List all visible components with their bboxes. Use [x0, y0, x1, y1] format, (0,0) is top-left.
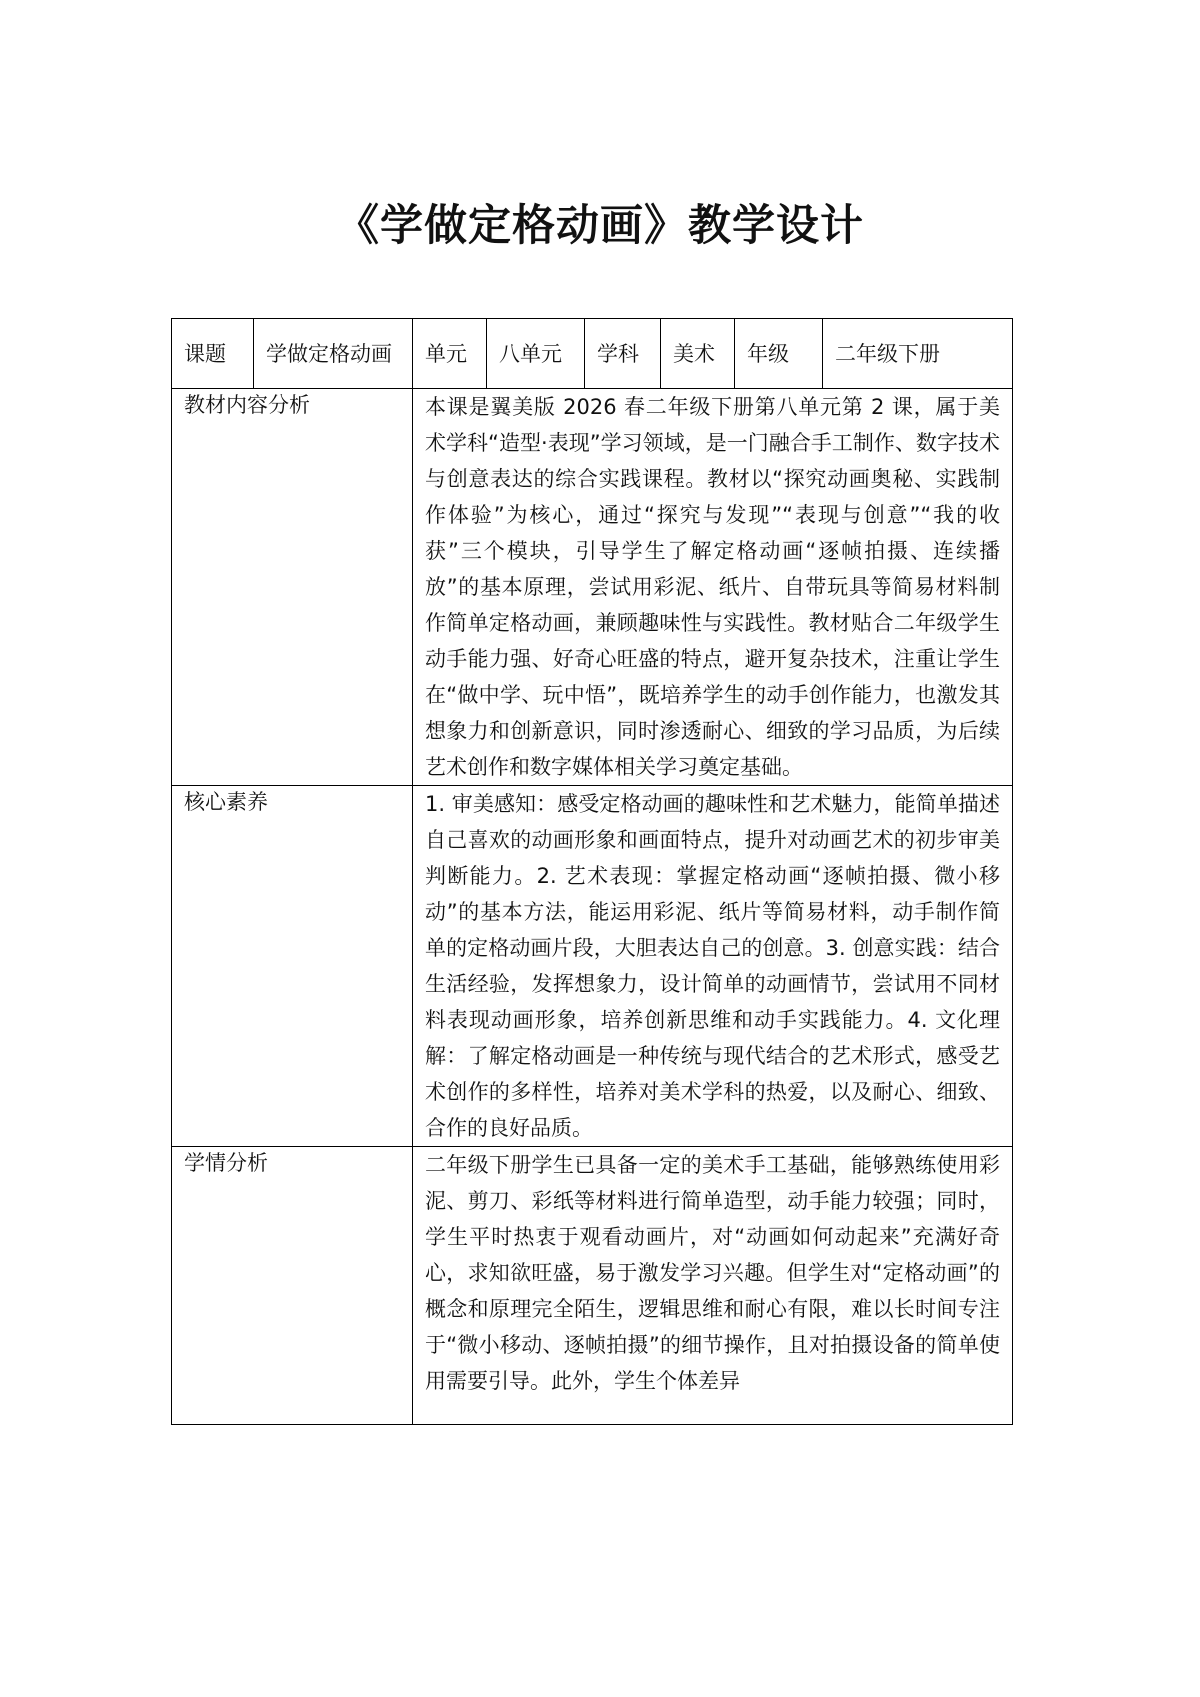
subject-value: 美术 — [661, 319, 735, 389]
subject-label: 学科 — [585, 319, 661, 389]
table-row — [172, 786, 1013, 1147]
row-content-learner-analysis — [413, 1147, 1013, 1425]
topic-label: 课题 — [172, 319, 254, 389]
row-label-textbook-analysis: 教材内容分析 — [172, 389, 413, 786]
grade-label: 年级 — [735, 319, 823, 389]
row-label-core-literacy: 核心素养 — [172, 786, 413, 1147]
row-content-textbook-analysis: 本课是翼美版 2026 春二年级下册第八单元第 2 课，属于美术学科“造型·表现”学习领域，是一门融合手工制作、数字技术与创意表达的综合实践课程。教材以“探究动画奥秘、实践制作体验”为核心，通过“探究与发现”“表现与创意”“我的收获”三个模块，引导学生了解定格动画“逐帧拍摄、连续播放”的基本原理，尝试用彩泥、纸片、自带玩具等简易材料制作简单定格动画，兼顾趣味性与实践性。教材贴合二年级学生动手能力强、好奇心旺盛的特点，避开复杂技术，注重让学生在“做中学、玩中悟”，既培养学生的动手创作能力，也激发其想象力和创新意识，同时渗透耐心、细致的学习品质，为后续艺术创作和数字媒体相关学习奠定基础。 — [413, 389, 1013, 786]
unit-value: 八单元 — [487, 319, 585, 389]
page-title: 《学做定格动画》教学设计 — [336, 201, 864, 251]
row-content-core-literacy: 1. 审美感知：感受定格动画的趣味性和艺术魅力，能简单描述自己喜欢的动画形象和画面特点，提升对动画艺术的初步审美判断能力。2. 艺术表现：掌握定格动画“逐帧拍摄、微小移动”的基本方法，能运用彩泥、纸片等简易材料，动手制作简单的定格动画片段，大胆表达自己的创意。3. 创意实践：结合生活经验，发挥想象力，设计简单的动画情节，尝试用不同材料表现动画形象，培养创新思维和动手实践能力。4. 文化理解：了解定格动画是一种传统与现代结合的艺术形式，感受艺术创作的多样性，培养对美术学科的热爱，以及耐心、细致、合作的良好品质。 — [413, 786, 1013, 1147]
row-label-learner-analysis: 学情分析 — [172, 1147, 413, 1425]
table-row — [172, 1147, 1013, 1425]
topic-value: 学做定格动画 — [254, 319, 413, 389]
learner-analysis-text: 二年级下册学生已具备一定的美术手工基础，能够熟练使用彩泥、剪刀、彩纸等材料进行简单造型，动手能力较强；同时，学生平时热衷于观看动画片，对“动画如何动起来”充满好奇心，求知欲旺盛，易于激发学习兴趣。但学生对“定格动画”的概念和原理完全陌生，逻辑思维和耐心有限，难以长时间专注于“微小移动、逐帧拍摄”的细节操作，且对拍摄设备的简单使用需要引导。此外，学生个体差异 — [425, 1153, 1000, 1393]
grade-value: 二年级下册 — [823, 319, 1013, 389]
unit-label: 单元 — [413, 319, 487, 389]
table-row — [172, 389, 1013, 786]
lesson-design-table — [171, 318, 1013, 1425]
header-row — [172, 319, 1013, 389]
